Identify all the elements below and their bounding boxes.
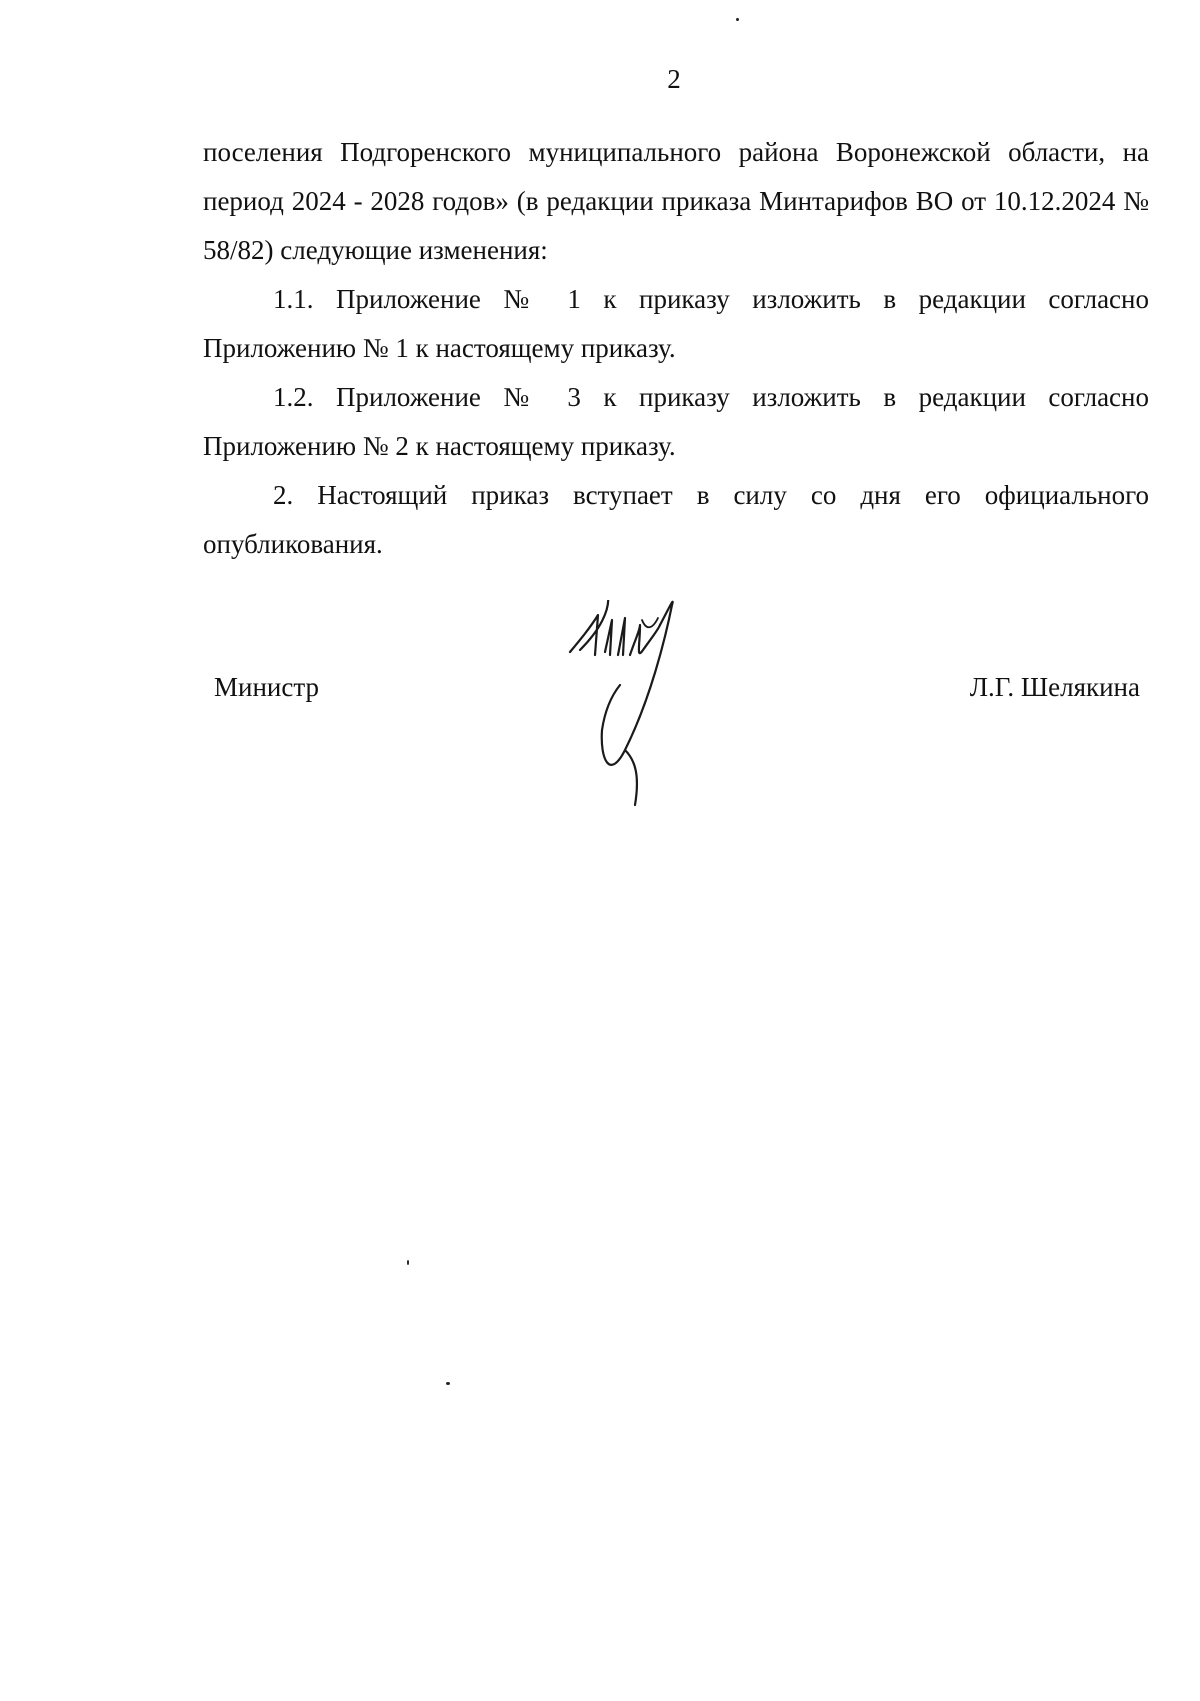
scan-speck [736,18,739,21]
page-number: 2 [667,64,681,94]
signatory-role: Министр [214,672,319,702]
paragraph-item-1-2: 1.2. Приложение № 3 к приказу изложить в редакции согласно Приложению № 2 к настоящему приказу. [203,382,1149,461]
signatory-name: Л.Г. Шелякина [969,672,1140,702]
handwritten-signature [540,600,710,850]
paragraph-item-1-1: 1.1. Приложение № 1 к приказу изложить в редакции согласно Приложению № 1 к настоящему приказу. [203,284,1149,363]
paragraph-continuation: поселения Подгоренского муниципального района Воронежской области, на период 2024 - 2028 годов» (в редакции приказа Минтарифов ВО от 10.12.2024 № 58/82) следующие изменения: [203,137,1149,265]
scan-speck [407,1260,409,1265]
scan-speck [446,1382,450,1385]
signature-block [0,600,1200,860]
paragraph-item-2: 2. Настоящий приказ вступает в силу со дня его официального опубликования. [203,480,1149,559]
document-body [203,128,1149,569]
